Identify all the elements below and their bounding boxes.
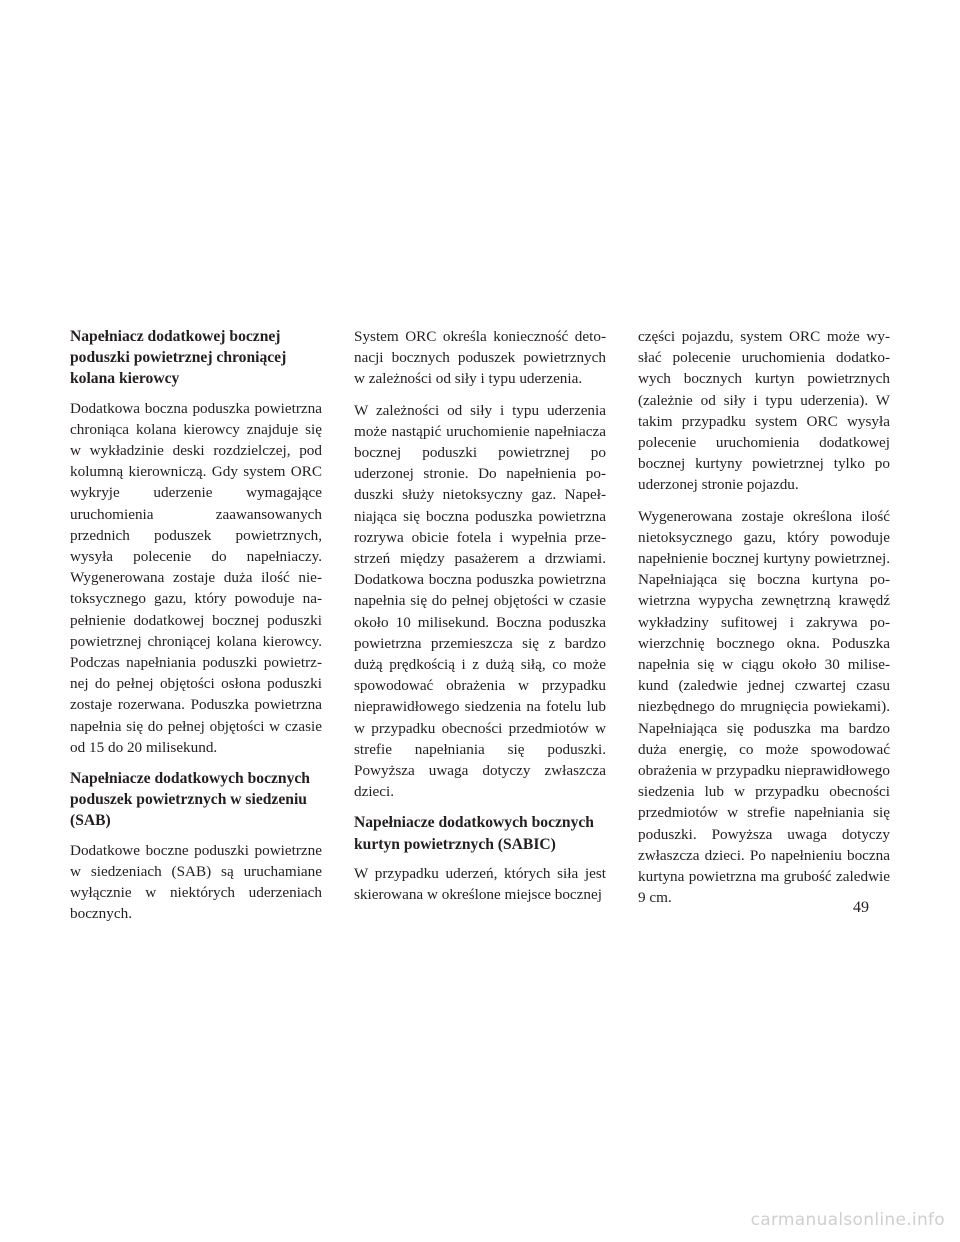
paragraph-knee-airbag: Dodatkowa boczna poduszka powietrzna chroniąca kolana kierowcy znajduje się w wykładzinie deski rozdzielczej, pod kolumną kierowniczą. Gdy system ORC wykryje uderzenie wymagające uruchomienia zaawansowanych przednich poduszek powietrznych, wysyła polecenie do napełniaczy. Wygenerowana zostaje duża ilość nietoksycznego gazu, który powoduje napełnienie dodatkowej bocznej poduszki powietrznej chroniącej kolana kierowcy. Podczas napełniania poduszki powietrznej do pełnej objętości osłona poduszki zostaje rozerwana. Poduszka powietrzna napełnia się do pełnej objętości w czasie od 15 do 20 milisekund.: [70, 399, 322, 756]
text-column-3: [638, 326, 890, 918]
paragraph-orc-detonation: System ORC określa konieczność detonacji bocznych poduszek powietrznych w zależności od siły i typu uderzenia.: [354, 328, 606, 388]
page-number: 49: [853, 899, 869, 916]
paragraph-sab-intro: Dodatkowe boczne poduszki powietrzne w siedzeniach (SAB) są uruchamiane wyłącznie w niektórych uderzeniach bocznych.: [70, 841, 322, 923]
paragraph-sab-inflation: W zależności od siły i typu uderzenia może nastąpić uruchomienie napełniacza bocznej poduszki powietrznej po uderzonej stronie. Do napełnienia poduszki służy nietoksyczny gaz. Napełniająca się boczna poduszka powietrzna rozrywa obicie fotela i wypełnia przestrzeń między pasażerem a drzwiami. Dodatkowa boczna poduszka powietrzna napełnia się do pełnej objętości w czasie około 10 milisekund. Boczna poduszka powietrzna przemieszcza się z bardzo dużą prędkością i z dużą siłą, co może spowodować obrażenia w przypadku nieprawidłowego siedzenia na fotelu lub w przypadku obecności przedmiotów w strefie napełniania się poduszki. Powyższa uwaga dotyczy zwłaszcza dzieci.: [354, 401, 606, 801]
section-heading-knee-airbag: Napełniacz dodatkowej bocznej poduszki powietrznej chroniącej kolana kierowcy: [70, 328, 287, 388]
watermark: carmanualsonline.info: [750, 1210, 945, 1230]
paragraph-sabic-command: części pojazdu, system ORC może wysłać polecenie uruchomienia dodatkowych bocznych kurtyn powietrznych (zależnie od siły i typu uderzenia). W takim przypadku system ORC wysyła polecenie uruchomienia dodatkowej bocznej kurtyny powietrznej tylko po uderzonej stronie pojazdu.: [638, 328, 890, 494]
paragraph-sabic-intro: W przypadku uderzeń, których siła jest skierowana w określone miejsce bocznej: [354, 864, 606, 904]
section-heading-sabic: Napełniacze dodatkowych bocznych kurtyn powietrznych (SABIC): [354, 814, 594, 853]
text-column-1: [70, 326, 322, 934]
paragraph-sabic-inflation: Wygenerowana zostaje określona ilość nietoksycznego gazu, który powoduje napełnienie bocznej kurtyny powietrznej. Napełniająca się boczna kurtyna powietrzna wypycha zewnętrzną krawędź wykładziny sufitowej i zakrywa powierzchnię bocznego okna. Poduszka napełnia się w ciągu około 30 milisekund (zaledwie jednej czwartej czasu niezbędnego do mrugnięcia powiekami). Napełniająca się poduszka ma bardzo duża energię, co może spowodować obrażenia w przypadku nieprawidłowego siedzenia lub w przypadku obecności przedmiotów w strefie napełniania się poduszki. Powyższa uwaga dotyczy zwłaszcza dzieci. Po napełnieniu boczna kurtyna powietrzna ma grubość zaledwie 9 cm.: [638, 507, 890, 907]
text-column-2: [354, 326, 606, 915]
section-heading-sab: Napełniacze dodatkowych bocznych poduszek powietrznych w siedzeniu (SAB): [70, 770, 310, 830]
